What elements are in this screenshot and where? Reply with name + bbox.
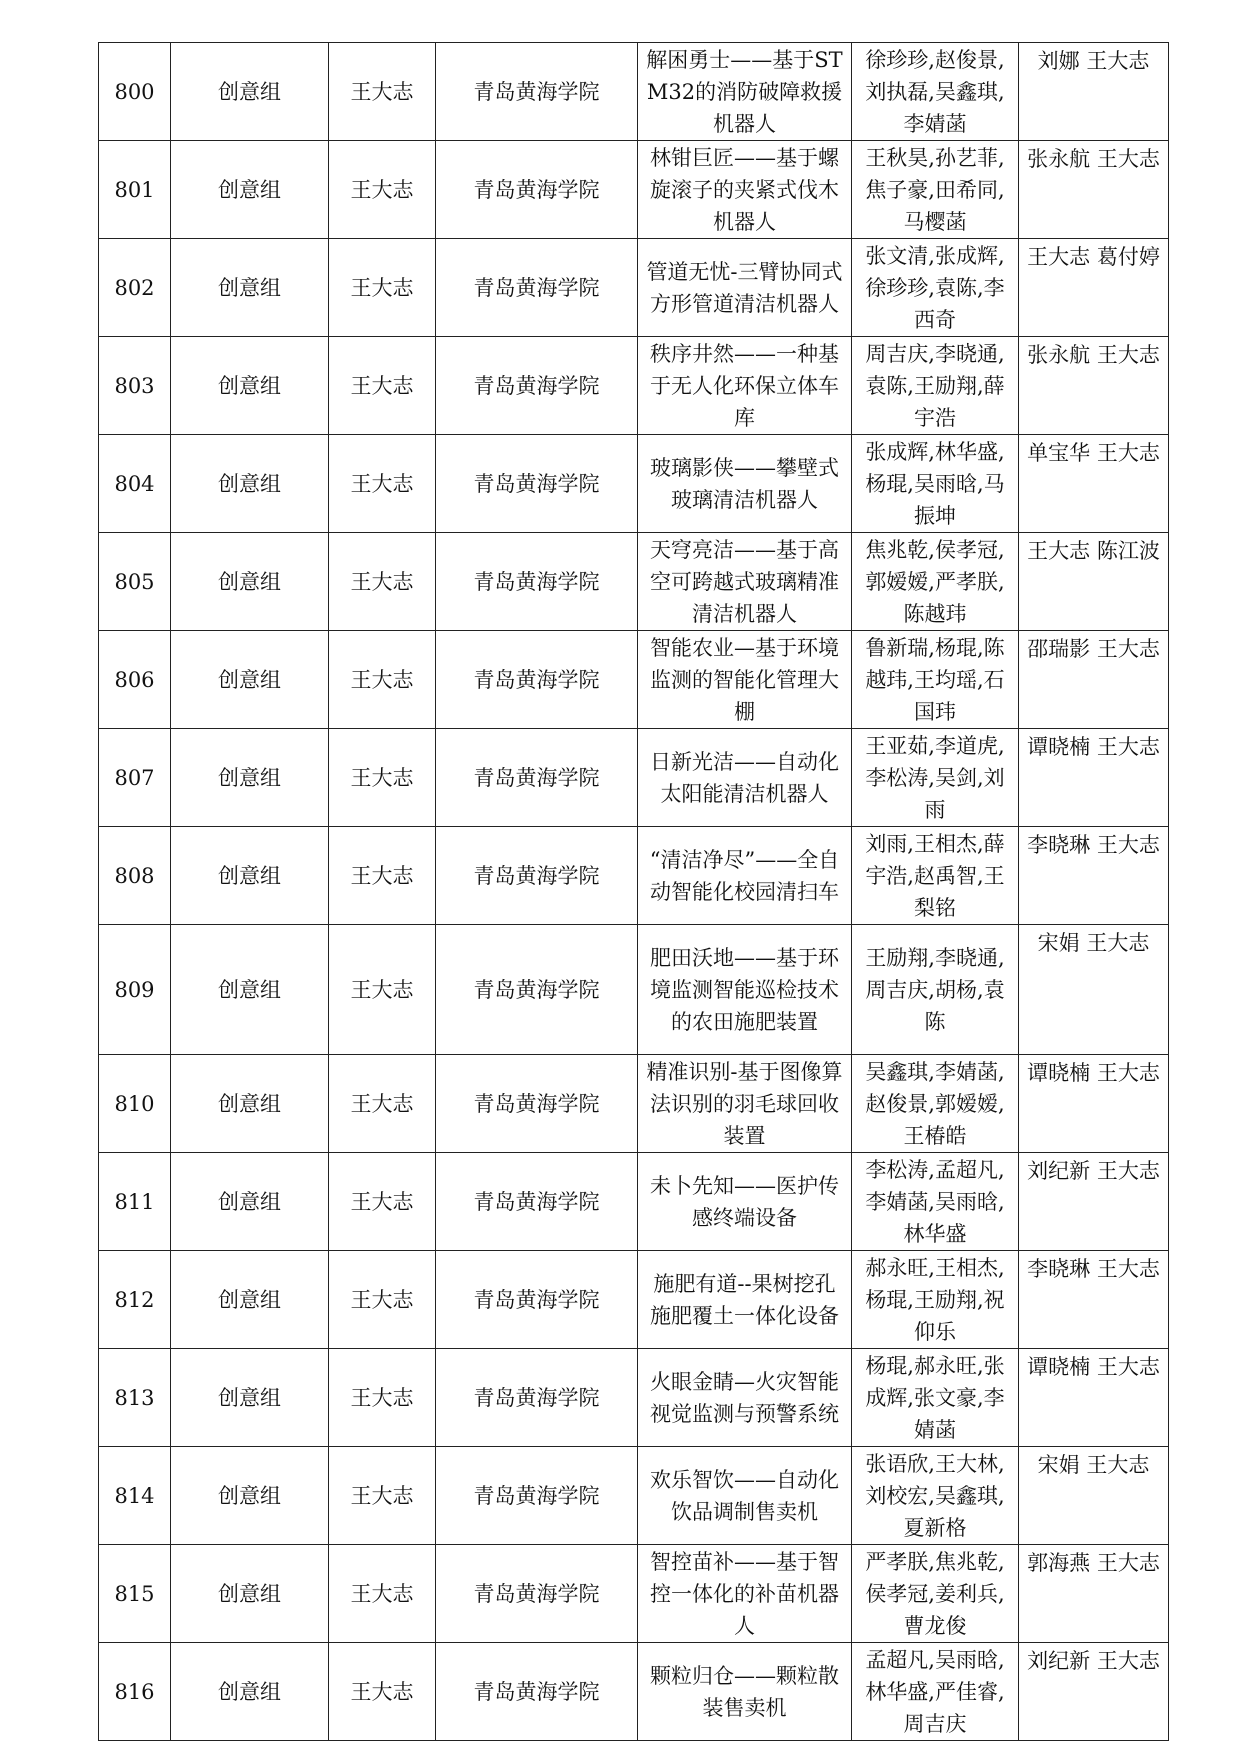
entry-group: 创意组 <box>171 827 329 925</box>
table-row <box>99 1643 1169 1741</box>
entry-title: 火眼金睛—火灾智能视觉监测与预警系统 <box>638 1349 852 1447</box>
entry-leader: 王大志 <box>329 43 436 141</box>
entry-members: 孟超凡,吴雨晗,林华盛,严佳睿,周吉庆 <box>852 1643 1019 1741</box>
table-body <box>99 43 1169 1741</box>
entry-members: 张成辉,林华盛,杨琨,吴雨晗,马振坤 <box>852 435 1019 533</box>
entry-leader: 王大志 <box>329 141 436 239</box>
entry-school: 青岛黄海学院 <box>436 729 638 827</box>
entry-school: 青岛黄海学院 <box>436 1643 638 1741</box>
entry-advisors: 张永航 王大志 <box>1019 141 1169 239</box>
entry-school: 青岛黄海学院 <box>436 1545 638 1643</box>
entry-members: 李松涛,孟超凡,李婧菡,吴雨晗,林华盛 <box>852 1153 1019 1251</box>
entry-leader: 王大志 <box>329 1349 436 1447</box>
entry-title: 管道无忧-三臂协同式方形管道清洁机器人 <box>638 239 852 337</box>
entry-members: 鲁新瑞,杨琨,陈越玮,王均瑶,石国玮 <box>852 631 1019 729</box>
entry-school: 青岛黄海学院 <box>436 43 638 141</box>
entry-members: 焦兆乾,侯孝冠,郭嫒嫒,严孝朕,陈越玮 <box>852 533 1019 631</box>
entry-members: 周吉庆,李晓通,袁陈,王励翔,薛宇浩 <box>852 337 1019 435</box>
entry-leader: 王大志 <box>329 239 436 337</box>
table-row <box>99 43 1169 141</box>
entry-leader: 王大志 <box>329 1545 436 1643</box>
entry-members: 吴鑫琪,李婧菡,赵俊景,郭嫒嫒,王椿皓 <box>852 1055 1019 1153</box>
entry-title: 玻璃影侠——攀壁式玻璃清洁机器人 <box>638 435 852 533</box>
entry-leader: 王大志 <box>329 1251 436 1349</box>
table-row <box>99 1251 1169 1349</box>
table-row <box>99 1153 1169 1251</box>
entry-number: 806 <box>99 631 171 729</box>
table-row <box>99 1447 1169 1545</box>
entry-school: 青岛黄海学院 <box>436 1251 638 1349</box>
entry-title: 智控苗补——基于智控一体化的补苗机器人 <box>638 1545 852 1643</box>
entry-members: 王亚茹,李道虎,李松涛,吴剑,刘雨 <box>852 729 1019 827</box>
entry-advisors: 王大志 陈江波 <box>1019 533 1169 631</box>
entry-title: 未卜先知——医护传感终端设备 <box>638 1153 852 1251</box>
entry-advisors: 郭海燕 王大志 <box>1019 1545 1169 1643</box>
entry-leader: 王大志 <box>329 729 436 827</box>
entry-title: 解困勇士——基于STM32的消防破障救援机器人 <box>638 43 852 141</box>
table-row <box>99 533 1169 631</box>
table-row <box>99 141 1169 239</box>
entry-number: 802 <box>99 239 171 337</box>
entry-title: 智能农业—基于环境监测的智能化管理大棚 <box>638 631 852 729</box>
entry-title: 欢乐智饮——自动化饮品调制售卖机 <box>638 1447 852 1545</box>
entry-advisors: 邵瑞影 王大志 <box>1019 631 1169 729</box>
entry-advisors: 单宝华 王大志 <box>1019 435 1169 533</box>
entry-school: 青岛黄海学院 <box>436 141 638 239</box>
entry-number: 804 <box>99 435 171 533</box>
entry-number: 805 <box>99 533 171 631</box>
entry-leader: 王大志 <box>329 925 436 1055</box>
table-row <box>99 631 1169 729</box>
entry-advisors: 刘纪新 王大志 <box>1019 1153 1169 1251</box>
entry-advisors: 谭晓楠 王大志 <box>1019 729 1169 827</box>
entry-title: 日新光洁——自动化太阳能清洁机器人 <box>638 729 852 827</box>
entry-school: 青岛黄海学院 <box>436 1055 638 1153</box>
table-row <box>99 1349 1169 1447</box>
entry-group: 创意组 <box>171 239 329 337</box>
entry-leader: 王大志 <box>329 827 436 925</box>
entry-title: 天穹亮洁——基于高空可跨越式玻璃精准清洁机器人 <box>638 533 852 631</box>
table-row <box>99 337 1169 435</box>
entry-leader: 王大志 <box>329 533 436 631</box>
entry-leader: 王大志 <box>329 1055 436 1153</box>
entry-number: 810 <box>99 1055 171 1153</box>
entry-title: 颗粒归仓——颗粒散装售卖机 <box>638 1643 852 1741</box>
entry-group: 创意组 <box>171 729 329 827</box>
award-list-table <box>98 42 1169 1741</box>
entry-number: 808 <box>99 827 171 925</box>
entry-leader: 王大志 <box>329 1447 436 1545</box>
table-row <box>99 1055 1169 1153</box>
table-row <box>99 239 1169 337</box>
entry-number: 803 <box>99 337 171 435</box>
table-row <box>99 729 1169 827</box>
entry-title: “清洁净尽”——全自动智能化校园清扫车 <box>638 827 852 925</box>
entry-advisors: 刘纪新 王大志 <box>1019 1643 1169 1741</box>
entry-leader: 王大志 <box>329 435 436 533</box>
entry-school: 青岛黄海学院 <box>436 533 638 631</box>
entry-group: 创意组 <box>171 1545 329 1643</box>
entry-school: 青岛黄海学院 <box>436 1447 638 1545</box>
entry-advisors: 李晓琳 王大志 <box>1019 1251 1169 1349</box>
entry-number: 807 <box>99 729 171 827</box>
entry-members: 王励翔,李晓通,周吉庆,胡杨,袁陈 <box>852 925 1019 1055</box>
entry-advisors: 王大志 葛付婷 <box>1019 239 1169 337</box>
table-row <box>99 1545 1169 1643</box>
entry-advisors: 李晓琳 王大志 <box>1019 827 1169 925</box>
entry-number: 815 <box>99 1545 171 1643</box>
entry-group: 创意组 <box>171 43 329 141</box>
entry-leader: 王大志 <box>329 1643 436 1741</box>
entry-school: 青岛黄海学院 <box>436 435 638 533</box>
entry-members: 王秋昊,孙艺菲,焦子豪,田希同,马樱菡 <box>852 141 1019 239</box>
entry-title: 林钳巨匠——基于螺旋滚子的夹紧式伐木机器人 <box>638 141 852 239</box>
entry-group: 创意组 <box>171 1251 329 1349</box>
entry-leader: 王大志 <box>329 631 436 729</box>
entry-advisors: 张永航 王大志 <box>1019 337 1169 435</box>
entry-number: 809 <box>99 925 171 1055</box>
entry-title: 精准识别-基于图像算法识别的羽毛球回收装置 <box>638 1055 852 1153</box>
entry-members: 张语欣,王大林,刘校宏,吴鑫琪,夏新格 <box>852 1447 1019 1545</box>
entry-group: 创意组 <box>171 1153 329 1251</box>
entry-number: 812 <box>99 1251 171 1349</box>
entry-group: 创意组 <box>171 925 329 1055</box>
entry-group: 创意组 <box>171 1349 329 1447</box>
entry-members: 张文清,张成辉,徐珍珍,袁陈,李西奇 <box>852 239 1019 337</box>
entry-school: 青岛黄海学院 <box>436 1349 638 1447</box>
entry-members: 刘雨,王相杰,薛宇浩,赵禹智,王梨铭 <box>852 827 1019 925</box>
entry-advisors: 谭晓楠 王大志 <box>1019 1349 1169 1447</box>
entry-title: 肥田沃地——基于环境监测智能巡检技术的农田施肥装置 <box>638 925 852 1055</box>
entry-advisors: 刘娜 王大志 <box>1019 43 1169 141</box>
entry-number: 800 <box>99 43 171 141</box>
entry-number: 814 <box>99 1447 171 1545</box>
entry-advisors: 宋娟 王大志 <box>1019 925 1169 1055</box>
entry-members: 严孝朕,焦兆乾,侯孝冠,姜利兵,曹龙俊 <box>852 1545 1019 1643</box>
entry-school: 青岛黄海学院 <box>436 631 638 729</box>
entry-title: 秩序井然——一种基于无人化环保立体车库 <box>638 337 852 435</box>
entry-group: 创意组 <box>171 141 329 239</box>
entry-group: 创意组 <box>171 337 329 435</box>
entry-group: 创意组 <box>171 1055 329 1153</box>
entry-group: 创意组 <box>171 631 329 729</box>
entry-number: 813 <box>99 1349 171 1447</box>
entry-group: 创意组 <box>171 533 329 631</box>
entry-school: 青岛黄海学院 <box>436 827 638 925</box>
entry-school: 青岛黄海学院 <box>436 239 638 337</box>
entry-members: 徐珍珍,赵俊景,刘执磊,吴鑫琪,李婧菡 <box>852 43 1019 141</box>
table-row <box>99 827 1169 925</box>
entry-members: 郝永旺,王相杰,杨琨,王励翔,祝仰乐 <box>852 1251 1019 1349</box>
entry-title: 施肥有道--果树挖孔施肥覆土一体化设备 <box>638 1251 852 1349</box>
entry-school: 青岛黄海学院 <box>436 1153 638 1251</box>
entry-advisors: 谭晓楠 王大志 <box>1019 1055 1169 1153</box>
entry-number: 816 <box>99 1643 171 1741</box>
entry-group: 创意组 <box>171 1447 329 1545</box>
table-row <box>99 435 1169 533</box>
entry-members: 杨琨,郝永旺,张成辉,张文豪,李婧菡 <box>852 1349 1019 1447</box>
entry-advisors: 宋娟 王大志 <box>1019 1447 1169 1545</box>
entry-leader: 王大志 <box>329 1153 436 1251</box>
entry-number: 801 <box>99 141 171 239</box>
entry-school: 青岛黄海学院 <box>436 337 638 435</box>
entry-leader: 王大志 <box>329 337 436 435</box>
entry-group: 创意组 <box>171 435 329 533</box>
entry-number: 811 <box>99 1153 171 1251</box>
entry-group: 创意组 <box>171 1643 329 1741</box>
table-row <box>99 925 1169 1055</box>
entry-school: 青岛黄海学院 <box>436 925 638 1055</box>
